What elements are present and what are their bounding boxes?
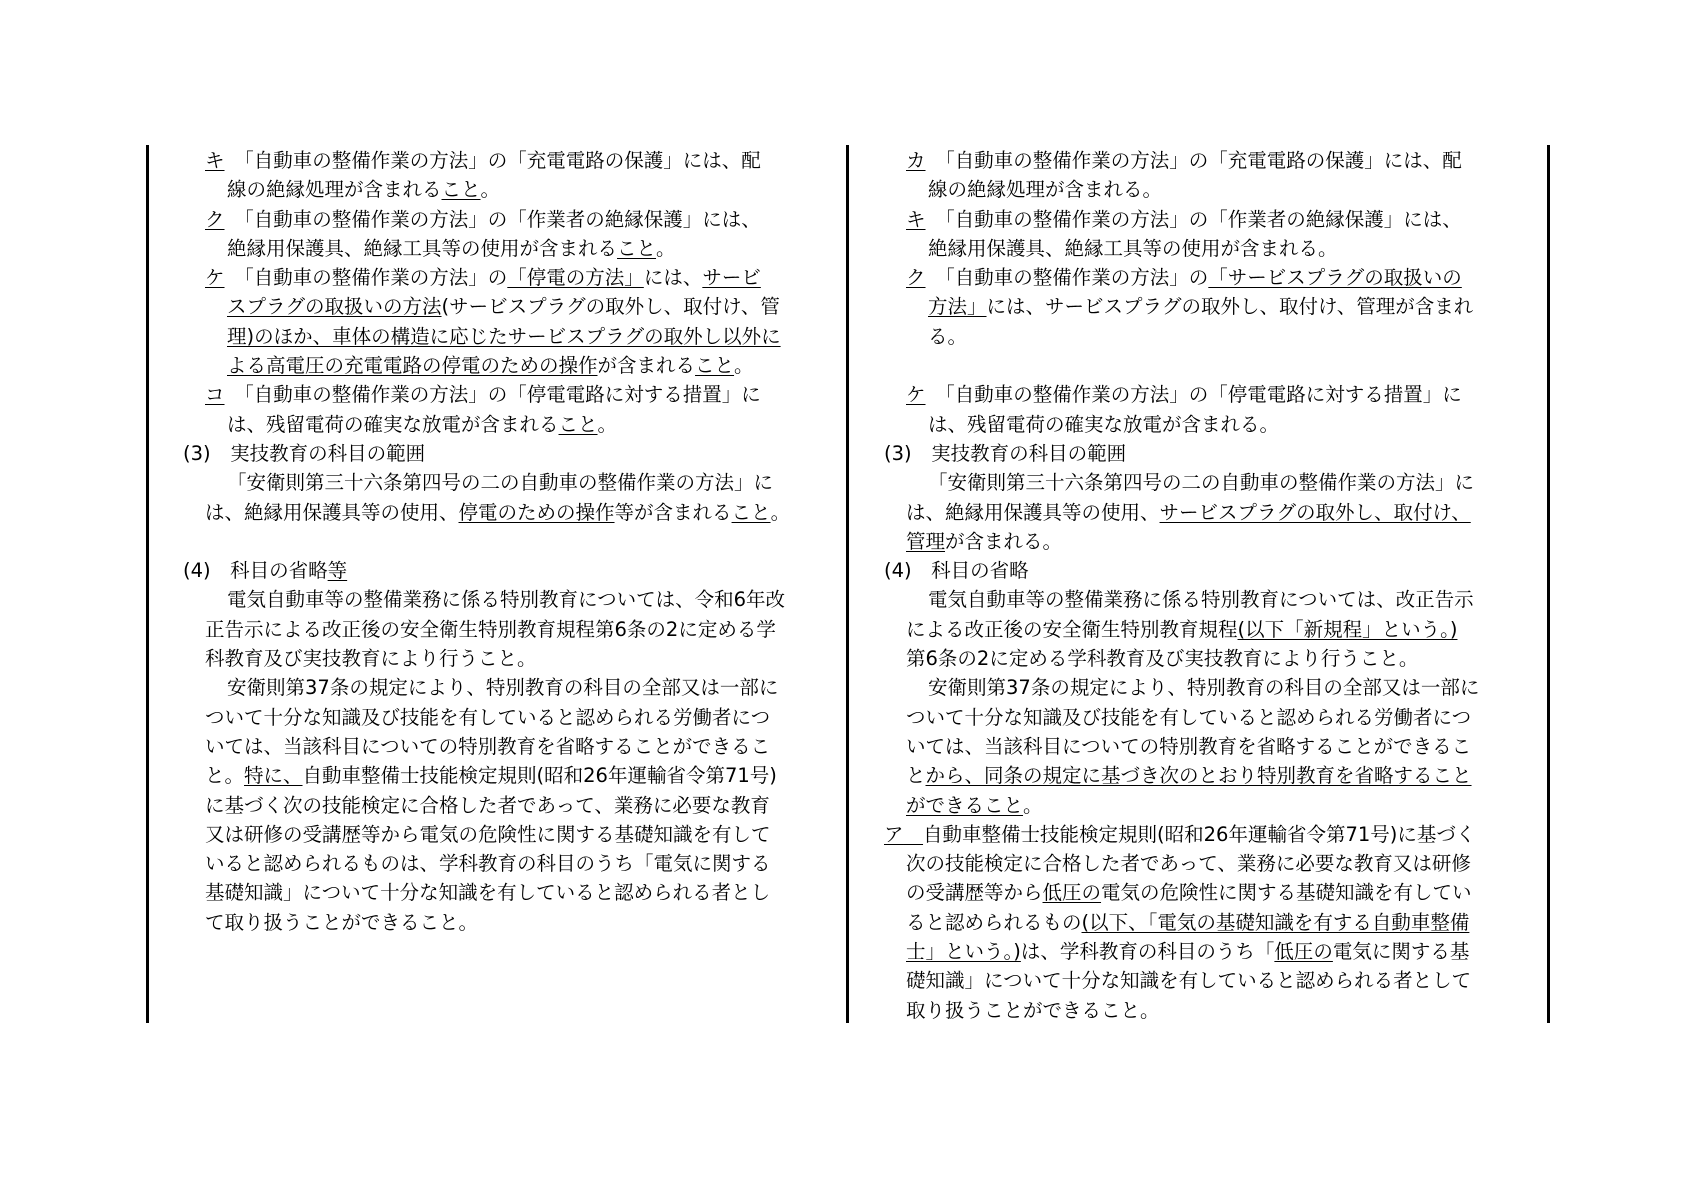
item-marker: キ [205,149,225,172]
item-marker: ク [906,266,926,290]
item-ke: ケ 「自動車の整備作業の方法」の「停電電路に対する措置」に は、残留電荷の確実な放電が含まれる。 [906,383,1462,436]
item-marker: ケ [205,266,225,290]
item-ki: キ 「自動車の整備作業の方法」の「充電電路の保護」には、配 線の絶縁処理が含まれること。 [205,149,761,202]
section-4: (4) 科目の省略等 電気自動車等の整備業務に係る特別教育については、令和6年改 正告示による改正後の安全衛生特別教育規程第6条の2に定める学 科教育及び実技教育により行うこと。 安衛則第37条の規定により、特別教育の科目の全部又は一部に ついて十分な知識及び技能を有していると認められる労働者につ いては、当該科目についての特別教育を省略することができるこ と。特に、自動車整備士技能検定規則(昭和26年運輸省令第71号) に基づく次の技能検定に合格した者であって、業務に必要な教育 又は研修の受講歴等から電気の危険性に関する基礎知識を有して いると認められるものは、学科教育の科目のうち「電気に関する 基礎知識」について十分な知識を有していると認められる者とし て取り扱うことができること。 [183,556,845,937]
item-marker: ク [205,207,225,231]
item-ki: キ 「自動車の整備作業の方法」の「作業者の絶縁保護」には、 絶縁用保護具、絶縁工具等の使用が含まれる。 [906,207,1462,260]
section-4: (4) 科目の省略 電気自動車等の整備業務に係る特別教育については、改正告示 による改正後の安全衛生特別教育規程(以下「新規程」という。) 第6条の2に定める学科教育及び実技教育により行うこと。 安衛則第37条の規定により、特別教育の科目の全部又は一部に ついて十分な知識及び技能を有していると認められる労働者につ いては、当該科目についての特別教育を省略することができるこ とから、同条の規定に基づき次のとおり特別教育を省略すること ができること。 [884,556,1546,820]
item-marker: ケ [906,383,926,407]
left-column [183,146,845,937]
item-ke: ケ 「自動車の整備作業の方法」の「停電の方法」には、サービ スプラグの取扱いの方法(サービスプラグの取外し、取付け、管 理)のほか、車体の構造に応じたサービスプラグの取外し以外に よる高電圧の充電電路の停電のための操作が含まれること。 [205,266,781,378]
item-marker: コ [205,383,225,407]
item-ko: コ 「自動車の整備作業の方法」の「停電電路に対する措置」に は、残留電荷の確実な放電が含まれること。 [205,383,761,436]
section-heading: (3) 実技教育の科目の範囲 [884,441,1127,465]
right-column [884,146,1546,1025]
item-ka: カ 「自動車の整備作業の方法」の「充電電路の保護」には、配 線の絶縁処理が含まれる。 [906,149,1462,202]
item-ku: ク 「自動車の整備作業の方法」の「サービスプラグの取扱いの 方法」には、サービスプラグの取外し、取付け、管理が含まれ る。 [906,266,1474,348]
item-marker: ア [884,822,904,846]
section-heading: (4) 科目の省略等 [183,559,348,583]
section-heading: (3) 実技教育の科目の範囲 [183,441,426,465]
left-border-line [146,145,149,1023]
section-heading: (4) 科目の省略 [884,559,1029,583]
section-3: (3) 実技教育の科目の範囲 「安衛則第三十六条第四号の二の自動車の整備作業の方法」に は、絶縁用保護具等の使用、サービスプラグの取外し、取付け、 管理が含まれる。 [884,439,1546,556]
item-marker: カ [906,149,926,172]
item-a: ア 自動車整備士技能検定規則(昭和26年運輸省令第71号)に基づく 次の技能検定に合格した者であって、業務に必要な教育又は研修 の受講歴等から低圧の電気の危険性に関する基礎知識を有してい ると認められるもの(以下、「電気の基礎知識を有する自動車整備 士」という。)は、学科教育の科目のうち「低圧の電気に関する基 礎知識」について十分な知識を有していると認められる者として 取り扱うことができること。 [884,822,1476,1022]
center-divider-line [846,145,849,1023]
section-3: (3) 実技教育の科目の範囲 「安衛則第三十六条第四号の二の自動車の整備作業の方法」に は、絶縁用保護具等の使用、停電のための操作等が含まれること。 [183,439,845,527]
right-border-line [1547,145,1550,1023]
item-ku: ク 「自動車の整備作業の方法」の「作業者の絶縁保護」には、 絶縁用保護具、絶縁工具等の使用が含まれること。 [205,207,761,260]
item-marker: キ [906,207,926,231]
